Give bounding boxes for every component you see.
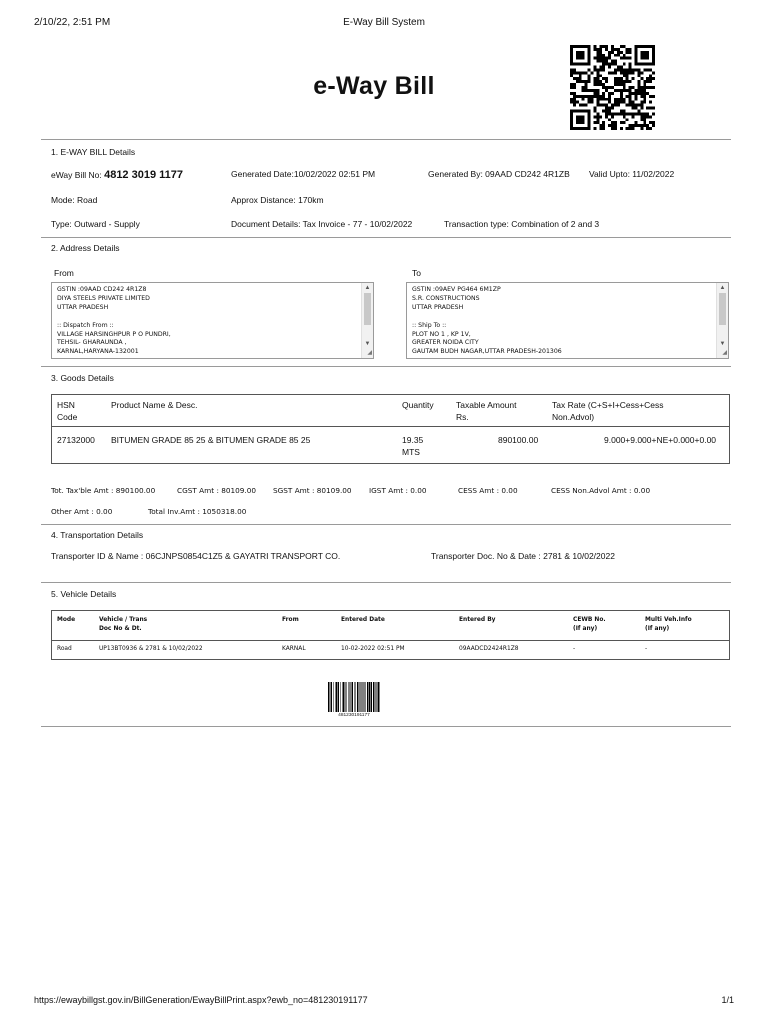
cess-non-advol-amount: CESS Non.Advol Amt : 0.00 bbox=[551, 486, 651, 495]
transporter-doc: Transporter Doc. No & Date : 2781 & 10/02/2022 bbox=[431, 551, 615, 561]
print-page-number: 1/1 bbox=[721, 995, 734, 1005]
cell-from: KARNAL bbox=[282, 646, 306, 652]
cell-cewb: - bbox=[573, 646, 576, 652]
scroll-up-icon[interactable]: ▲ bbox=[719, 285, 726, 291]
to-address-text: GSTIN :09AEV PG464 6M1ZP S.R. CONSTRUCTIONS UTTAR PRADESH :: Ship To :: PLOT NO 1 , KP 1V, GREATER NOIDA CITY GAUTAM BUDH NAGAR,UTTAR PRADESH-201306 bbox=[412, 286, 562, 356]
cell-entered-by: 09AADCD2424R1Z8 bbox=[459, 646, 519, 652]
cell-vehicle: UP13BT0936 & 2781 & 10/02/2022 bbox=[99, 646, 203, 652]
approx-distance: Approx Distance: 170km bbox=[231, 195, 324, 205]
scroll-down-icon[interactable]: ▼ bbox=[364, 341, 371, 347]
col-taxable-header: Taxable Amount Rs. bbox=[456, 400, 517, 422]
divider bbox=[41, 139, 731, 140]
print-header bbox=[34, 17, 734, 31]
scroll-thumb[interactable] bbox=[719, 293, 726, 325]
print-datetime: 2/10/22, 2:51 PM bbox=[34, 17, 111, 28]
cell-entered-date: 10-02-2022 02:51 PM bbox=[341, 646, 405, 652]
cell-product: BITUMEN GRADE 85 25 & BITUMEN GRADE 85 25 bbox=[111, 435, 311, 445]
divider bbox=[41, 524, 731, 525]
col-mode-header: Mode bbox=[57, 617, 76, 623]
print-url: https://ewaybillgst.gov.in/BillGeneration/EwayBillPrint.aspx?ewb_no=481230191177 bbox=[34, 995, 368, 1005]
from-address-textarea[interactable] bbox=[51, 282, 374, 359]
vehicle-table bbox=[51, 610, 730, 660]
col-product-header: Product Name & Desc. bbox=[111, 400, 198, 410]
valid-upto: Valid Upto: 11/02/2022 bbox=[589, 169, 675, 179]
cell-mode: Road bbox=[57, 646, 72, 652]
eway-bill-no-label: eWay Bill No: bbox=[51, 170, 102, 180]
divider bbox=[41, 582, 731, 583]
divider bbox=[41, 366, 731, 367]
total-taxable-amount: Tot. Tax'ble Amt : 890100.00 bbox=[51, 486, 156, 495]
col-entered-by-header: Entered By bbox=[459, 617, 496, 623]
eway-bill-no-field bbox=[51, 169, 183, 181]
to-address-scrollbar[interactable] bbox=[716, 283, 728, 358]
cell-quantity: 19.35 MTS bbox=[402, 435, 424, 457]
qr-code-image bbox=[569, 45, 656, 130]
col-vehicle-header: Vehicle / Trans Doc No & Dt. bbox=[99, 617, 148, 632]
scroll-up-icon[interactable]: ▲ bbox=[364, 285, 371, 291]
generated-by: Generated By: 09AAD CD242 4R1ZB bbox=[428, 169, 570, 179]
table-divider bbox=[52, 640, 729, 641]
col-cewb-header: CEWB No. (If any) bbox=[573, 617, 606, 632]
from-label: From bbox=[54, 268, 74, 278]
transporter-id-name: Transporter ID & Name : 06CJNPS0854C1Z5 & GAYATRI TRANSPORT CO. bbox=[51, 551, 341, 561]
eway-bill-no-value: 4812 3019 1177 bbox=[104, 169, 183, 181]
section5-heading: 5. Vehicle Details bbox=[51, 589, 117, 599]
from-address-scrollbar[interactable] bbox=[361, 283, 373, 358]
goods-table bbox=[51, 394, 730, 464]
other-amount: Other Amt : 0.00 bbox=[51, 507, 113, 516]
cess-amount: CESS Amt : 0.00 bbox=[458, 486, 518, 495]
transaction-type: Transaction type: Combination of 2 and 3 bbox=[444, 219, 600, 229]
cell-taxrate: 9.000+9.000+NE+0.000+0.00 bbox=[604, 435, 717, 445]
barcode-image bbox=[328, 682, 380, 712]
mode: Mode: Road bbox=[51, 195, 98, 205]
section1-heading: 1. E-WAY BILL Details bbox=[51, 147, 136, 157]
from-address-text: GSTIN :09AAD CD242 4R1Z8 DIYA STEELS PRIVATE LIMITED UTTAR PRADESH :: Dispatch From :: VILLAGE HARSINGHPUR P O PUNDRI, TEHSIL- GHARAUNDA , KARNAL,HARYANA-132001 bbox=[57, 286, 171, 356]
resize-grip-icon[interactable]: ◢ bbox=[722, 350, 727, 356]
total-invoice-amount: Total Inv.Amt : 1050318.00 bbox=[148, 507, 247, 516]
print-footer bbox=[34, 995, 734, 1005]
cell-hsn: 27132000 bbox=[57, 435, 95, 445]
col-quantity-header: Quantity bbox=[402, 400, 434, 410]
table-divider bbox=[52, 426, 729, 427]
document-title: e-Way Bill bbox=[313, 72, 435, 100]
sgst-amount: SGST Amt : 80109.00 bbox=[273, 486, 352, 495]
col-from-header: From bbox=[282, 617, 299, 623]
scroll-down-icon[interactable]: ▼ bbox=[719, 341, 726, 347]
resize-grip-icon[interactable]: ◢ bbox=[367, 350, 372, 356]
col-multi-veh-header: Multi Veh.Info (If any) bbox=[645, 617, 692, 632]
scroll-thumb[interactable] bbox=[364, 293, 371, 325]
generated-date: Generated Date:10/02/2022 02:51 PM bbox=[231, 169, 376, 179]
to-label: To bbox=[412, 268, 421, 278]
section4-heading: 4. Transportation Details bbox=[51, 530, 144, 540]
print-page-title: E-Way Bill System bbox=[343, 17, 425, 28]
type: Type: Outward - Supply bbox=[51, 219, 140, 229]
section2-heading: 2. Address Details bbox=[51, 243, 120, 253]
cgst-amount: CGST Amt : 80109.00 bbox=[177, 486, 257, 495]
divider bbox=[41, 237, 731, 238]
cell-taxable: 890100.00 bbox=[498, 435, 539, 445]
document-details: Document Details: Tax Invoice - 77 - 10/02/2022 bbox=[231, 219, 413, 229]
cell-multi-veh: - bbox=[645, 646, 648, 652]
to-address-textarea[interactable] bbox=[406, 282, 729, 359]
col-entered-date-header: Entered Date bbox=[341, 617, 385, 623]
barcode-number: 481230191177 bbox=[338, 713, 370, 718]
section3-heading: 3. Goods Details bbox=[51, 373, 114, 383]
igst-amount: IGST Amt : 0.00 bbox=[369, 486, 427, 495]
col-taxrate-header: Tax Rate (C+S+I+Cess+Cess Non.Advol) bbox=[552, 400, 664, 422]
col-hsn-header: HSN Code bbox=[57, 400, 78, 422]
divider bbox=[41, 726, 731, 727]
